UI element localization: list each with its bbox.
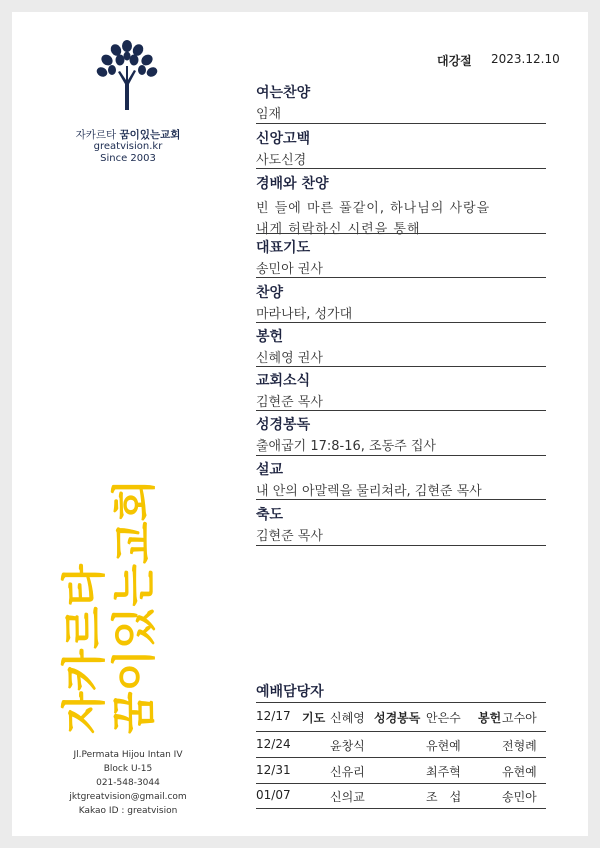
- staff-prayer: 신유리: [330, 765, 365, 779]
- section-divider: [256, 168, 546, 169]
- section-body: 송민아 권사: [256, 262, 323, 277]
- church-name-prefix: 자카르타: [75, 129, 117, 141]
- section-divider: [256, 277, 546, 278]
- staff-reading: 안은수: [426, 711, 461, 725]
- staff-row: [256, 737, 546, 757]
- program-section: [256, 282, 546, 325]
- section-body: 출애굽기 17:8-16, 조동주 집사: [256, 439, 436, 454]
- program-section: [256, 173, 546, 240]
- address-line: Block U-15: [103, 764, 153, 774]
- tree-logo-icon: [96, 40, 158, 110]
- church-since: Since 2003: [100, 153, 156, 164]
- staff-divider: [256, 783, 546, 784]
- section-divider: [256, 123, 546, 124]
- section-title: 대표기도: [256, 240, 311, 256]
- staff-offering: 고수아: [502, 711, 537, 725]
- staff-row: [256, 788, 546, 808]
- service-date: 2023.12.10: [491, 52, 560, 66]
- section-title: 경배와 찬양: [256, 176, 329, 192]
- staff-row: [256, 709, 546, 729]
- program-section: [256, 370, 546, 413]
- vertical-title-line2: 꿈이있는교회: [109, 478, 160, 734]
- section-divider: [256, 366, 546, 367]
- section-title: 봉헌: [256, 329, 284, 345]
- email-line: jktgreatvision@gmail.com: [69, 792, 187, 802]
- role-label-reading: 성경봉독: [374, 711, 421, 725]
- section-title: 교회소식: [256, 373, 311, 389]
- program-section: [256, 82, 546, 125]
- staff-divider: [256, 731, 546, 732]
- section-divider: [256, 545, 546, 546]
- section-title: 신앙고백: [256, 131, 311, 147]
- staff-offering: 송민아: [502, 790, 537, 804]
- program-section: [256, 326, 546, 369]
- section-body: 내게 허락하신 시련을 통해: [256, 222, 421, 237]
- section-body: 임재: [256, 107, 282, 122]
- program-section: [256, 459, 546, 502]
- kakao-line: Kakao ID : greatvision: [78, 806, 178, 816]
- staff-divider: [256, 702, 546, 703]
- occasion-title: 대강절: [437, 54, 472, 68]
- staff-date: 12/24: [256, 737, 291, 751]
- section-body: 사도신경: [256, 153, 307, 168]
- church-name: [40, 127, 216, 142]
- section-divider: [256, 322, 546, 323]
- role-label-prayer: 기도: [302, 711, 326, 725]
- program-section: [256, 504, 546, 547]
- vertical-title-line1: 자카르타: [59, 563, 110, 734]
- vertical-church-title: [58, 430, 178, 740]
- section-title: 찬양: [256, 285, 284, 301]
- staff-prayer: 신혜영: [330, 711, 365, 725]
- role-label-offering: 봉헌: [478, 711, 502, 725]
- staff-prayer: 신의교: [330, 790, 365, 804]
- section-title: 성경봉독: [256, 417, 311, 433]
- section-body: 내 안의 아말렉을 물리쳐라, 김현준 목사: [256, 484, 482, 499]
- staff-date: 12/17: [256, 709, 291, 723]
- staff-offering: 전형례: [502, 739, 537, 753]
- section-divider: [256, 455, 546, 456]
- phone-line: 021-548-3044: [96, 778, 160, 788]
- program-section: [256, 128, 546, 171]
- staff-title: 예배담당자: [256, 684, 324, 700]
- section-title: 축도: [256, 507, 284, 523]
- section-title: 설교: [256, 462, 284, 478]
- program-section: [256, 237, 546, 280]
- church-website: greatvision.kr: [93, 141, 163, 152]
- church-name-main: 꿈이있는교회: [119, 129, 181, 141]
- staff-divider: [256, 808, 546, 809]
- section-divider: [256, 410, 546, 411]
- section-divider: [256, 499, 546, 500]
- section-body: 신혜영 권사: [256, 351, 323, 366]
- section-body: 빈 들에 마른 풀같이, 하나님의 사랑을: [256, 201, 491, 216]
- section-title: 여는찬양: [256, 85, 311, 101]
- staff-divider: [256, 757, 546, 758]
- address-line: Jl.Permata Hijou Intan IV: [73, 750, 183, 760]
- staff-prayer: 윤창식: [330, 739, 365, 753]
- staff-row: [256, 763, 546, 783]
- staff-offering: 유현예: [502, 765, 537, 779]
- staff-reading: 최주혁: [426, 765, 461, 779]
- section-divider: [256, 233, 546, 234]
- program-section: [256, 414, 546, 457]
- section-body: 마라나타, 성가대: [256, 307, 353, 322]
- staff-reading: 조 섭: [426, 790, 462, 804]
- staff-date: 01/07: [256, 788, 291, 802]
- section-body: 김현준 목사: [256, 529, 323, 544]
- section-body: 김현준 목사: [256, 395, 323, 410]
- staff-date: 12/31: [256, 763, 291, 777]
- staff-reading: 유현예: [426, 739, 461, 753]
